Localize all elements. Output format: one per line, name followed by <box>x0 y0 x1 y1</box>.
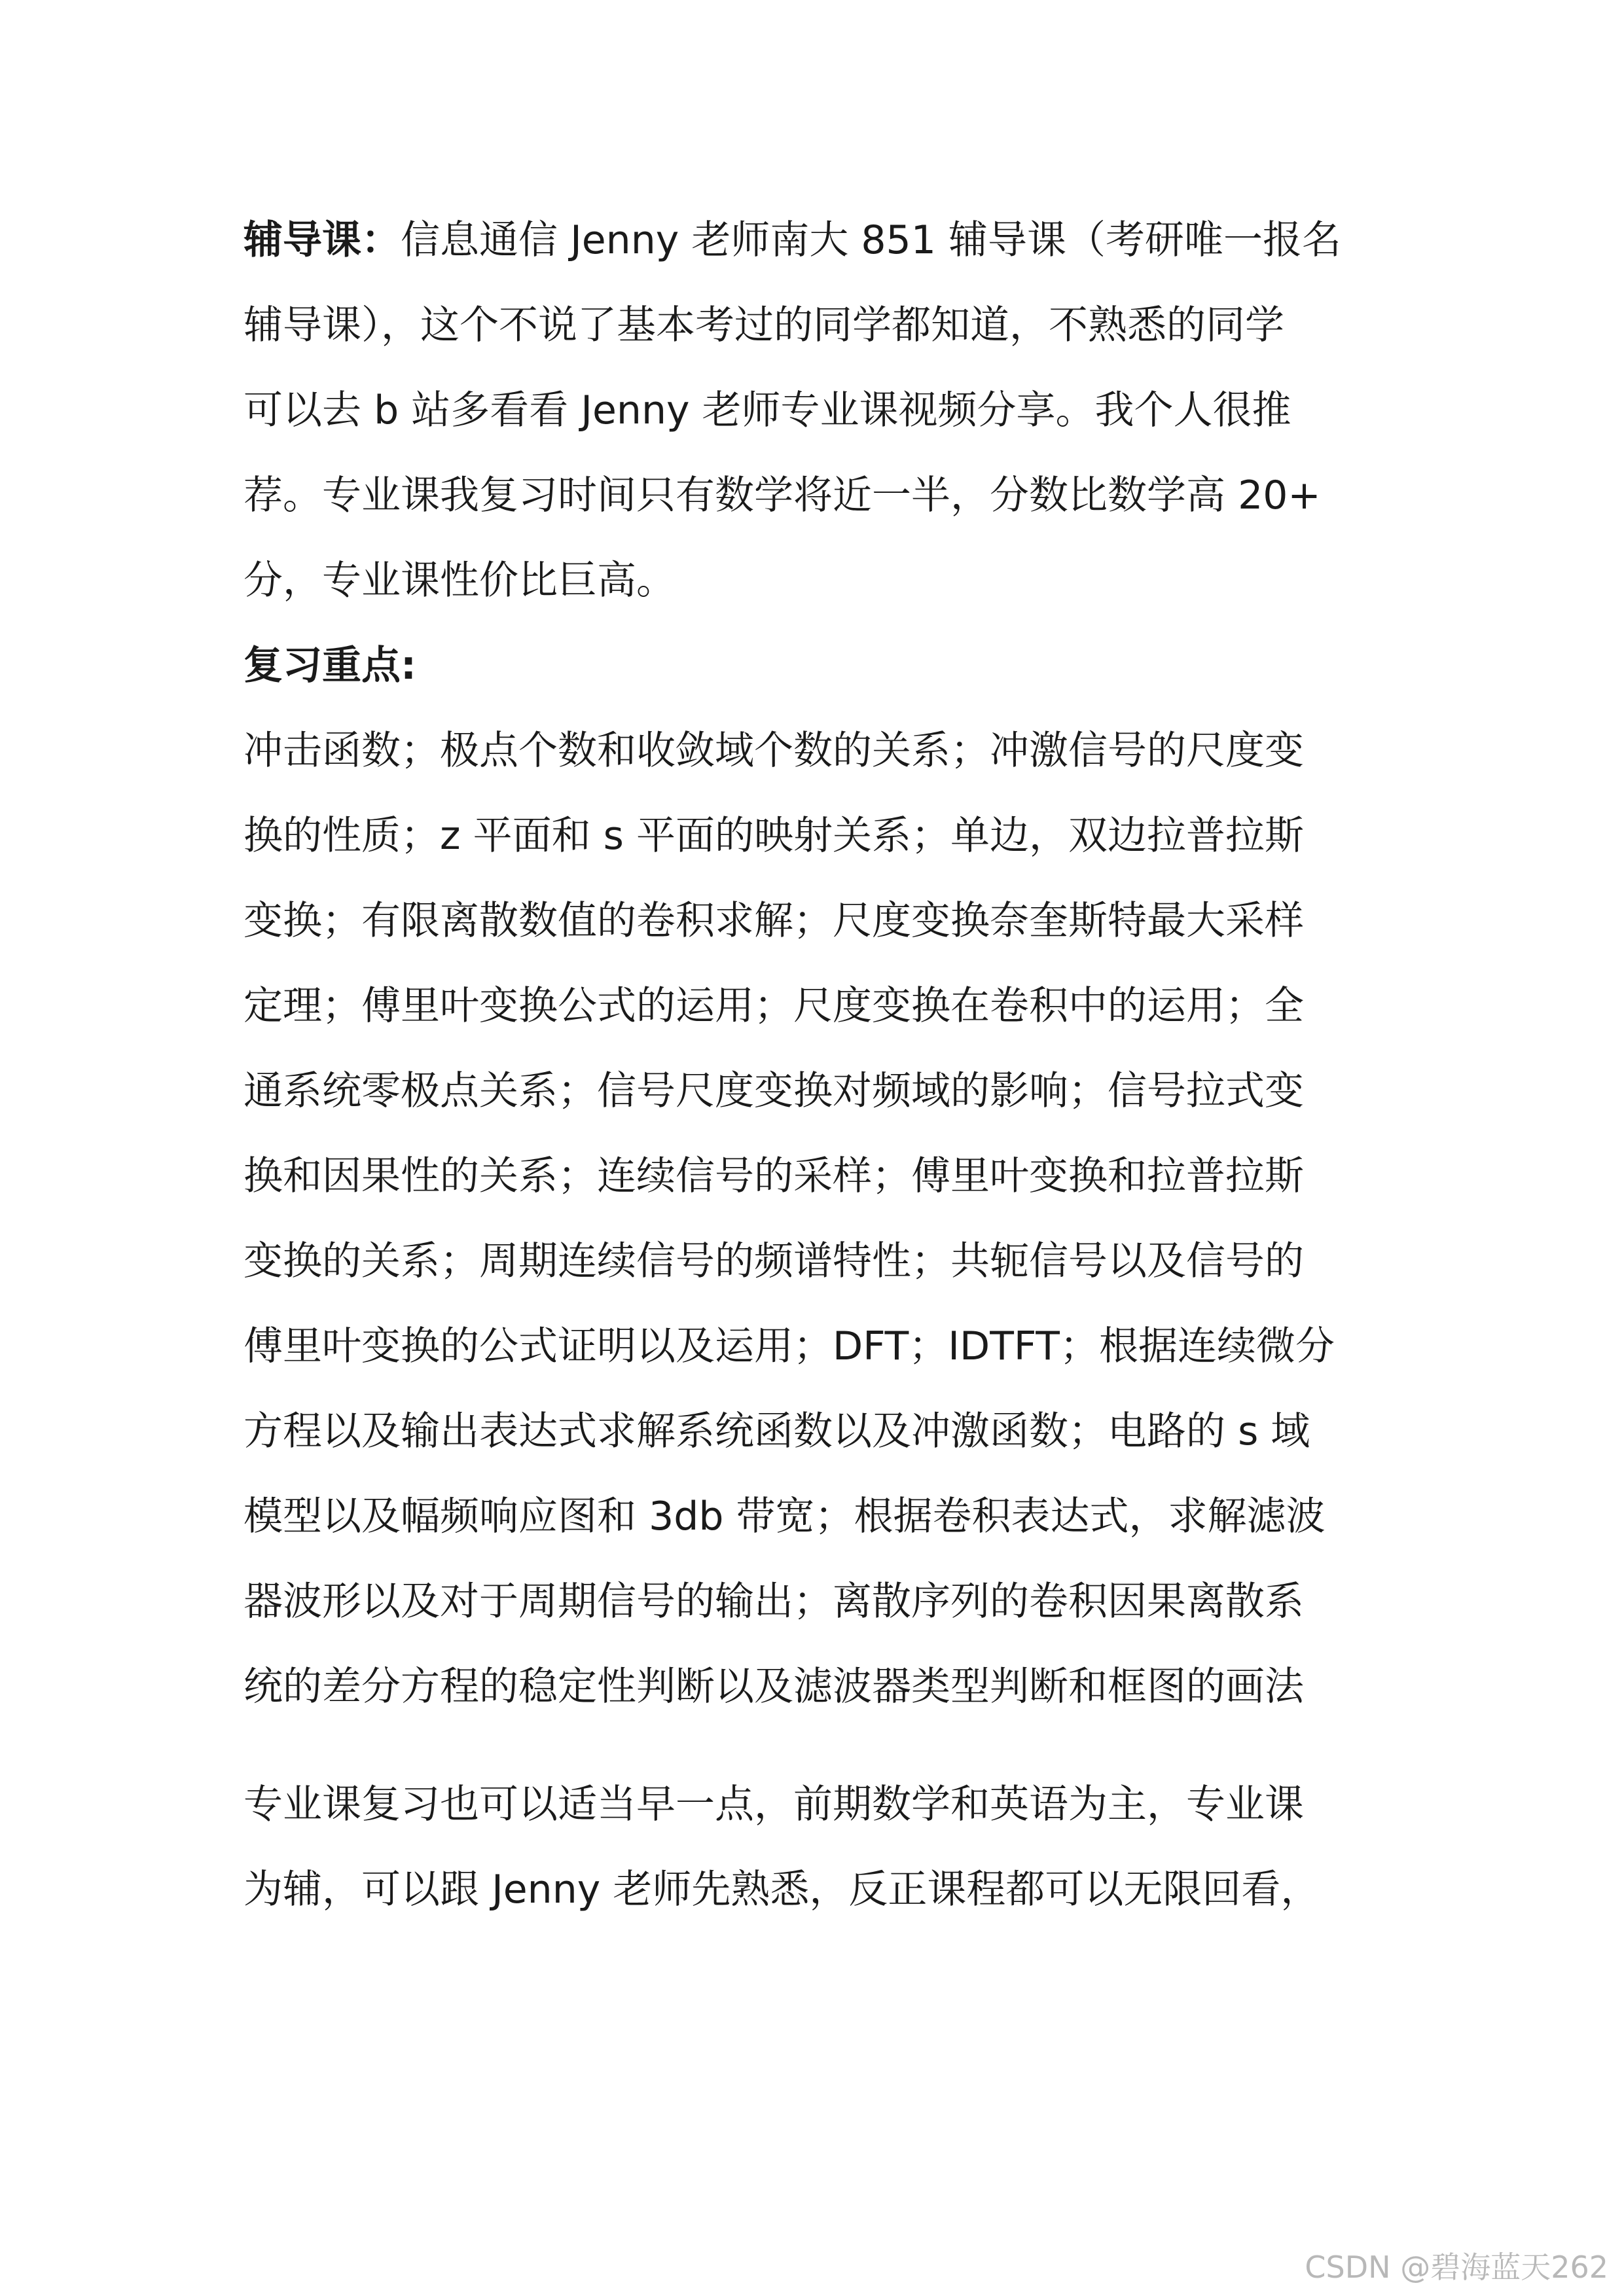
advice-line: 专业课复习也可以适当早一点，前期数学和英语为主，专业课 <box>244 1782 1304 1827</box>
intro-line: 荐。专业课我复习时间只有数学将近一半，分数比数学高 20+ <box>244 473 1321 518</box>
focus-line: 变换的关系；周期连续信号的频谱特性；共轭信号以及信号的 <box>244 1238 1304 1284</box>
focus-line: 冲击函数；极点个数和收敛域个数的关系；冲激信号的尺度变 <box>244 728 1304 774</box>
intro-paragraph <box>244 198 1369 623</box>
focus-line: 通系统零极点关系；信号尺度变换对频域的影响；信号拉式变 <box>244 1068 1304 1114</box>
focus-line: 器波形以及对于周期信号的输出；离散序列的卷积因果离散系 <box>244 1579 1304 1624</box>
focus-line: 傅里叶变换的公式证明以及运用；DFT；IDTFT；根据连续微分 <box>244 1323 1335 1369</box>
intro-line: 辅导课），这个不说了基本考过的同学都知道，不熟悉的同学 <box>244 302 1284 348</box>
focus-line: 模型以及幅频响应图和 3db 带宽；根据卷积表达式，求解滤波 <box>244 1494 1326 1539</box>
focus-line: 定理；傅里叶变换公式的运用；尺度变换在卷积中的运用；全 <box>244 983 1304 1029</box>
focus-line: 换的性质；z 平面和 s 平面的映射关系；单边，双边拉普拉斯 <box>244 813 1304 859</box>
csdn-watermark: CSDN @碧海蓝天262 <box>1305 2250 1608 2285</box>
focus-line: 换和因果性的关系；连续信号的采样；傅里叶变换和拉普拉斯 <box>244 1153 1304 1199</box>
focus-line: 变换；有限离散数值的卷积求解；尺度变换奈奎斯特最大采样 <box>244 898 1304 944</box>
focus-line: 方程以及输出表达式求解系统函数以及冲激函数；电路的 s 域 <box>244 1408 1310 1454</box>
intro-line: 可以去 b 站多看看 Jenny 老师专业课视频分享。我个人很推 <box>244 387 1291 433</box>
intro-line <box>244 198 1369 283</box>
intro-label: 辅导课： <box>244 217 401 263</box>
intro-line-text: 信息通信 Jenny 老师南大 851 辅导课（考研唯一报名 <box>401 217 1341 263</box>
intro-line: 分，专业课性价比巨高。 <box>244 558 676 603</box>
focus-line: 统的差分方程的稳定性判断以及滤波器类型判断和框图的画法 <box>244 1664 1304 1710</box>
review-focus-heading: 复习重点: <box>244 643 416 689</box>
advice-line: 为辅，可以跟 Jenny 老师先熟悉，反正课程都可以无限回看， <box>244 1867 1320 1912</box>
advice-paragraph <box>244 1762 1369 1932</box>
review-focus-section <box>244 623 1369 1729</box>
